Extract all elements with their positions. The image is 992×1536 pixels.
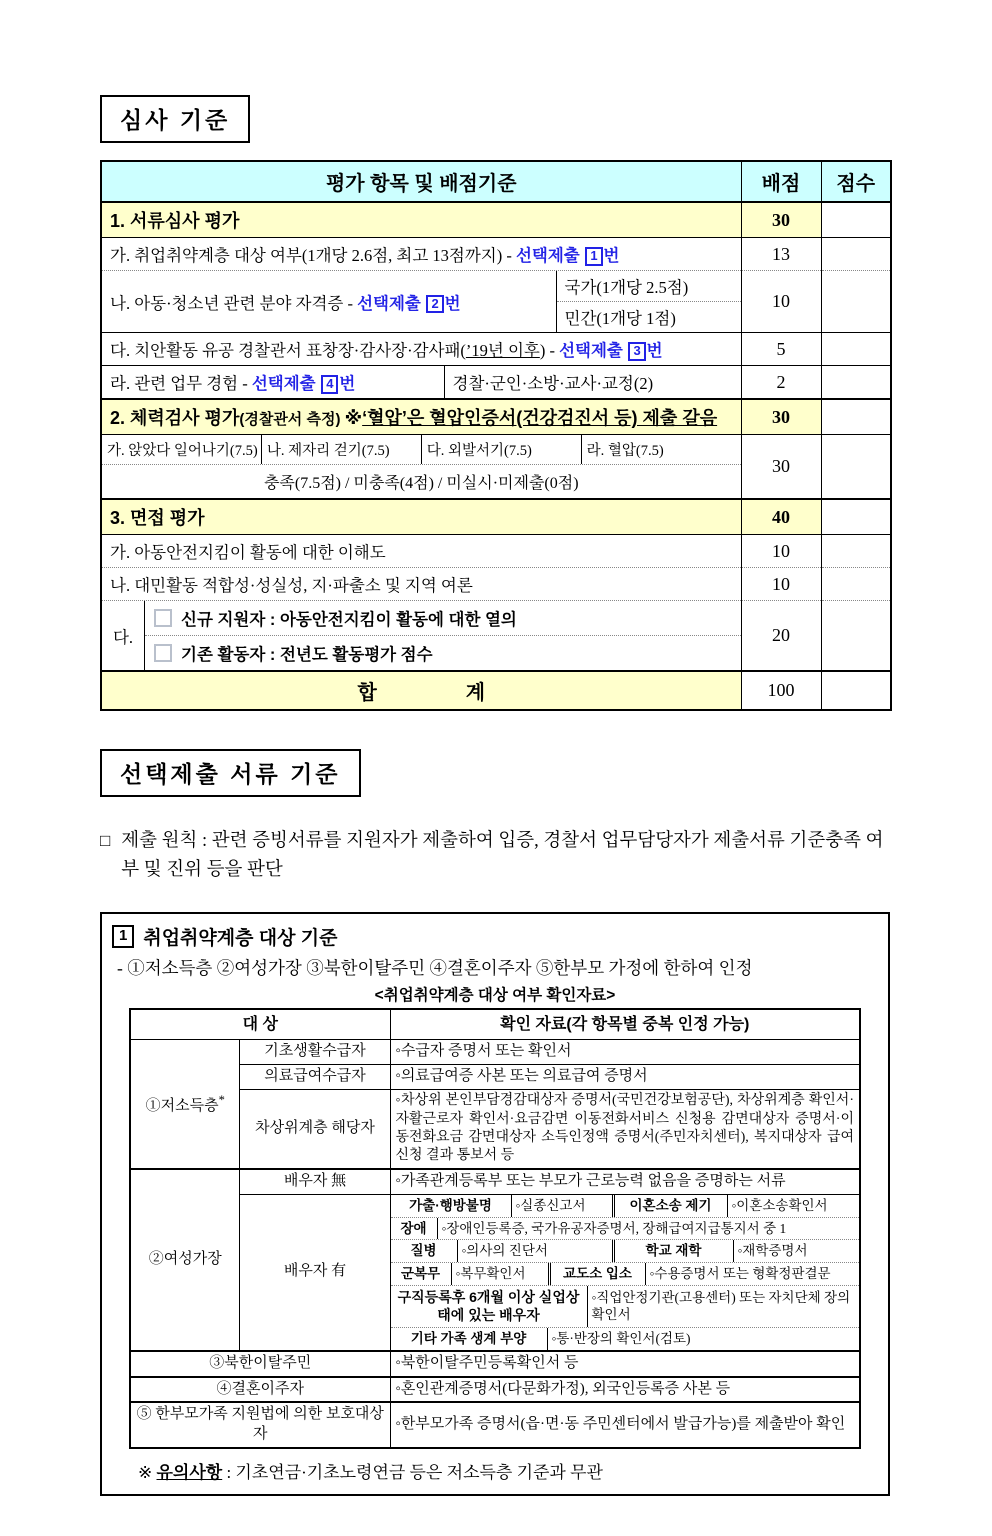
row-has-spouse bbox=[130, 1194, 860, 1351]
medical-benefit-label: 의료급여수급자 bbox=[240, 1065, 390, 1090]
existing-member-row bbox=[145, 635, 741, 670]
row-understanding bbox=[101, 535, 891, 568]
row-work-experience bbox=[101, 366, 891, 400]
section-interview-row bbox=[101, 499, 891, 535]
boxed-number-4: 4 bbox=[321, 375, 338, 394]
row-nk-defector bbox=[130, 1351, 860, 1377]
boxed-number-3: 3 bbox=[628, 342, 645, 361]
spouse-cases-table bbox=[391, 1195, 860, 1350]
confirmation-table-caption: <취업취약계층 대상 여부 확인자료> bbox=[374, 987, 616, 1005]
physical-item-3: 다. 외발서기(7.5) bbox=[421, 435, 581, 464]
section1-label: 1. 서류심사 평가 bbox=[101, 202, 741, 238]
case-illness-label: 질병 bbox=[410, 1243, 437, 1259]
private-cert-points: 민간(1개당 1점) bbox=[557, 301, 741, 332]
row-marriage-immigrant bbox=[130, 1377, 860, 1403]
near-poverty-label: 차상위계층 해당자 bbox=[240, 1090, 390, 1169]
case-military-doc: ◦복무확인서 bbox=[451, 1263, 548, 1285]
marriage-immigrant-docs: ◦혼인관계증명서(다문화가정), 외국인등록증 사본 등 bbox=[390, 1377, 860, 1403]
row-physical-items bbox=[101, 435, 891, 500]
nk-defector-docs: ◦북한이탈주민등록확인서 등 bbox=[390, 1351, 860, 1377]
optional-docs-title: 선택제출 서류 기준 bbox=[120, 761, 341, 787]
case-unemployed-spouse bbox=[391, 1285, 860, 1327]
case-unemployed-doc: ◦직업안정기관(고용센터) 또는 자치단체 장의 확인서 bbox=[587, 1286, 860, 1327]
marriage-immigrant-label: ④결혼이주자 bbox=[130, 1377, 390, 1403]
physical-item-1: 가. 앉았다 일어나기(7.5) bbox=[107, 443, 258, 459]
basic-livelihood-label: 기초생활수급자 bbox=[240, 1040, 390, 1065]
case-divorce-doc: ◦이혼소송확인서 bbox=[727, 1195, 860, 1217]
t2-header-docs: 확인 자료(각 항목별 중복 인정 가능) bbox=[390, 1009, 860, 1040]
submission-principle-text: 제출 원칙 : 관련 증빙서류를 지원자가 제출하여 입증, 경찰서 업무담당자가 제출서류 기준충족 여부 및 진위 등을 판단 bbox=[121, 831, 884, 880]
header-evaluation-items: 평가 항목 및 배점기준 bbox=[101, 161, 741, 202]
physical-item-2: 나. 제자리 걷기(7.5) bbox=[261, 435, 421, 464]
national-cert-points: 국가(1개당 2.5점) bbox=[564, 278, 689, 297]
row-applicant-type bbox=[101, 601, 891, 672]
section-document-review-row bbox=[101, 202, 891, 238]
screening-criteria-title-box bbox=[100, 95, 250, 143]
row-f1-text: 가. 아동안전지킴이 활동에 대한 이해도 bbox=[101, 535, 741, 568]
section-physical-test-row: 2. 체력검사 평가(경찰관서 측정) ※‘혈압’은 혈압인증서(건강검진서 등) 제출 갈음 30 bbox=[101, 399, 891, 435]
case-prison-label: 교도소 입소 bbox=[548, 1263, 645, 1285]
row-da-text: 다. 치안활동 유공 경찰관서 표창장·감사장·감사패( bbox=[110, 341, 466, 360]
physical-item-4: 라. 혈압(7.5) bbox=[581, 435, 741, 464]
optional-doc-link-1[interactable]: 선택제출 1 번 bbox=[515, 247, 620, 265]
case-disability-label: 장애 bbox=[400, 1220, 427, 1236]
case-illness-school bbox=[391, 1239, 860, 1262]
case-family-support-label: 기타 가족 생계 부양 bbox=[410, 1330, 527, 1346]
row-f3-points: 20 bbox=[741, 601, 821, 672]
row-ra-points: 2 bbox=[741, 366, 821, 400]
physical-grading: 충족(7.5점) / 미충족(4점) / 미실시·미제출(0점) bbox=[263, 475, 579, 492]
row-basic-livelihood bbox=[130, 1040, 860, 1065]
row-f3-score-cell bbox=[821, 601, 891, 672]
medical-benefit-docs: ◦의료급여증 사본 또는 의료급여 증명서 bbox=[390, 1065, 860, 1090]
basic-livelihood-docs: ◦수급자 증명서 또는 확인서 bbox=[390, 1040, 860, 1065]
row-certificates bbox=[101, 271, 891, 333]
single-parent-docs: ◦한부모가족 증명서(읍·면·동 주민센터에서 발급가능)를 제출받아 확인 bbox=[390, 1402, 860, 1448]
row-da-points: 5 bbox=[741, 333, 821, 366]
no-spouse-label: 배우자 無 bbox=[240, 1169, 390, 1194]
row-f3-label: 다. bbox=[102, 601, 145, 670]
row-ra-text: 라. 관련 업무 경험 - bbox=[110, 374, 252, 393]
row-da-underlined: ’19년 이후 bbox=[465, 341, 540, 360]
boxed-number-2: 2 bbox=[426, 295, 443, 314]
case-illness-doc: ◦의사의 진단서 bbox=[457, 1240, 612, 1262]
existing-member-checkbox[interactable] bbox=[154, 644, 172, 662]
case-family-support-doc: ◦통·반장의 확인서(검토) bbox=[547, 1328, 860, 1350]
table-header-row bbox=[101, 161, 891, 202]
low-income-footnote-mark: * bbox=[218, 1092, 225, 1107]
vulnerable-class-heading bbox=[112, 923, 878, 950]
row-ga-points: 13 bbox=[741, 238, 821, 271]
has-spouse-label: 배우자 有 bbox=[240, 1194, 390, 1351]
total-label: 합 계 bbox=[101, 671, 741, 710]
caution-note-keyword: 유의사항 bbox=[156, 1462, 223, 1482]
section2-points: 30 bbox=[741, 399, 821, 435]
t2-header-target: 대 상 bbox=[130, 1009, 390, 1040]
square-bullet-icon: □ bbox=[100, 831, 111, 850]
vulnerable-class-subline: - ①저소득층 ②여성가장 ③북한이탈주민 ④결혼이주자 ⑤한부모 가정에 한하여 인정 bbox=[117, 958, 753, 979]
total-points: 100 bbox=[741, 671, 821, 710]
row-f1-points: 10 bbox=[741, 535, 821, 568]
vulnerable-class-box bbox=[100, 912, 890, 1496]
total-score-cell bbox=[821, 671, 891, 710]
case-school-label: 학교 재학 bbox=[612, 1240, 733, 1262]
submission-principle bbox=[100, 827, 890, 884]
row-no-spouse bbox=[130, 1169, 860, 1194]
row-vulnerable-class bbox=[101, 238, 891, 271]
row-na-score-cell bbox=[821, 271, 891, 333]
experience-fields: 경찰·군인·소방·교사·교정(2) bbox=[444, 366, 741, 398]
case-unemployed-label: 구직등록후 6개월 이상 실업상태에 있는 배우자 bbox=[397, 1288, 580, 1324]
row-near-poverty bbox=[130, 1090, 860, 1169]
optional-docs-title-box bbox=[100, 749, 361, 797]
row-f2-points: 10 bbox=[741, 568, 821, 601]
header-score: 점수 bbox=[821, 161, 891, 202]
case-military-label: 군복무 bbox=[400, 1266, 441, 1282]
total-row bbox=[101, 671, 891, 710]
case-runaway-divorce bbox=[391, 1195, 860, 1217]
row-physical-points: 30 bbox=[741, 435, 821, 500]
header-allotted-points: 배점 bbox=[741, 161, 821, 202]
row-medical-benefit bbox=[130, 1065, 860, 1090]
nk-defector-label: ③북한이탈주민 bbox=[130, 1351, 390, 1377]
section1-score-cell bbox=[821, 202, 891, 238]
existing-member-text: 기존 활동자 : 전년도 활동평가 점수 bbox=[181, 646, 433, 664]
caution-note: ※ 유의사항 : 기초연금·기초노령연금 등은 저소득층 기준과 무관 bbox=[138, 1462, 603, 1482]
boxed-number-1: 1 bbox=[585, 247, 602, 266]
group-female-head: ②여성가장 bbox=[130, 1169, 240, 1351]
boxed-heading-number: 1 bbox=[112, 925, 134, 948]
near-poverty-docs: ◦차상위 본인부담경감대상자 증명서(국민건강보험공단), 차상위계층 확인서·자활근로자 확인서·요금감면 이동전화서비스 신청용 감면대상자 증명서·이동전화요금 감면대상자 소득인정액 증명서(주민자치센터), 복지대상자 급여신청 결과 통보서 등 bbox=[390, 1090, 860, 1169]
case-school-doc: ◦재학증명서 bbox=[733, 1240, 860, 1262]
case-family-support bbox=[391, 1327, 860, 1350]
row-f2-score-cell bbox=[821, 568, 891, 601]
row-na-text: 나. 아동·청소년 관련 분야 자격증 - bbox=[110, 293, 358, 313]
case-disability bbox=[391, 1217, 860, 1240]
new-applicant-row bbox=[145, 601, 741, 635]
row-single-parent bbox=[130, 1402, 860, 1448]
row-ra-score-cell bbox=[821, 366, 891, 400]
row-na-points: 10 bbox=[741, 271, 821, 333]
case-prison-doc: ◦수용증명서 또는 형확정판결문 bbox=[645, 1263, 860, 1285]
no-spouse-docs: ◦가족관계등록부 또는 부모가 근로능력 없음을 증명하는 서류 bbox=[390, 1169, 860, 1194]
section3-label: 3. 면접 평가 bbox=[101, 499, 741, 535]
t2-header-row bbox=[130, 1009, 860, 1040]
case-military-prison bbox=[391, 1262, 860, 1285]
new-applicant-text: 신규 지원자 : 아동안전지킴이 활동에 대한 열의 bbox=[181, 611, 517, 629]
row-da-score-cell bbox=[821, 333, 891, 366]
section1-points: 30 bbox=[741, 202, 821, 238]
row-physical-score-cell bbox=[821, 435, 891, 500]
screening-criteria-title: 심사 기준 bbox=[120, 107, 231, 133]
row-commendations: 다. 치안활동 유공 경찰관서 표창장·감사장·감사패(’19년 이후) - 선택제출 3 번 5 bbox=[101, 333, 891, 366]
case-runaway-doc: ◦실종신고서 bbox=[511, 1195, 612, 1217]
row-f1-score-cell bbox=[821, 535, 891, 568]
row-f2-text: 나. 대민활동 적합성·성실성, 지·파출소 및 지역 여론 bbox=[101, 568, 741, 601]
new-applicant-checkbox[interactable] bbox=[154, 609, 172, 627]
optional-doc-link-2[interactable]: 선택제출 2 번 bbox=[357, 294, 461, 313]
case-divorce-label: 이혼소송 제기 bbox=[612, 1195, 727, 1217]
group-low-income: ①저소득층* bbox=[130, 1040, 240, 1169]
case-disability-doc: ◦장애인등록증, 국가유공자증명서, 장해급여지급통지서 중 1 bbox=[437, 1218, 860, 1240]
evaluation-criteria-table bbox=[100, 160, 892, 711]
section3-points: 40 bbox=[741, 499, 821, 535]
vulnerable-class-heading-text: 취업취약계층 대상 기준 bbox=[143, 928, 338, 950]
section3-score-cell bbox=[821, 499, 891, 535]
row-ga-score-cell bbox=[821, 238, 891, 271]
optional-doc-link-4[interactable]: 선택제출 4 번 bbox=[251, 375, 356, 393]
row-ga-text: 가. 취업취약계층 대상 여부(1개당 2.6점, 최고 13점까지) - bbox=[110, 246, 516, 265]
optional-doc-link-3[interactable]: 선택제출 3 번 bbox=[559, 342, 663, 360]
confirmation-docs-table bbox=[129, 1008, 861, 1449]
case-runaway-label: 가출·행방불명 bbox=[409, 1197, 492, 1213]
section2-label: 2. 체력검사 평가 bbox=[110, 408, 240, 428]
single-parent-label: ⑤ 한부모가족 지원법에 의한 보호대상자 bbox=[130, 1402, 390, 1448]
blood-pressure-note: ‘혈압’은 혈압인증서(건강검진서 등) 제출 갈음 bbox=[362, 408, 718, 428]
section2-score-cell bbox=[821, 399, 891, 435]
row-aptitude bbox=[101, 568, 891, 601]
